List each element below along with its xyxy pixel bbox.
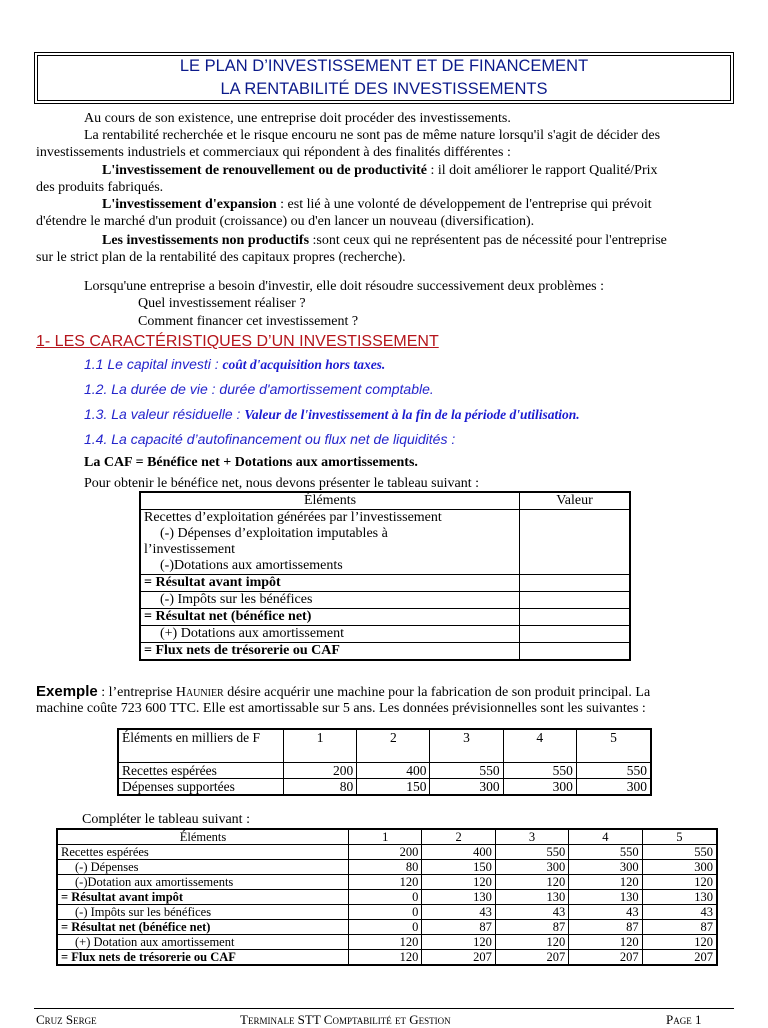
- table-row: [57, 920, 717, 935]
- table-header: 5: [576, 729, 651, 762]
- table-cell: [520, 643, 631, 661]
- exemple-line2: machine coûte 723 600 TTC. Elle est amortissable sur 5 ans. Les données prévisionnelles sont les suivantes :: [36, 701, 646, 716]
- table-cell: 43: [495, 905, 568, 920]
- table-cell: 120: [495, 875, 568, 890]
- pour-text: Pour obtenir le bénéfice net, nous devons présenter le tableau suivant :: [84, 476, 479, 491]
- table-row: [57, 950, 717, 966]
- table-cell: 400: [422, 845, 495, 860]
- table-cell: 300: [495, 860, 568, 875]
- table-cell: 130: [642, 890, 717, 905]
- table-cell: (-) Impôts sur les bénéfices: [140, 592, 520, 609]
- table-row: [57, 875, 717, 890]
- table-row: [57, 905, 717, 920]
- table-cell: 87: [495, 920, 568, 935]
- table-header: 5: [642, 829, 717, 845]
- caf-formula: La CAF = Bénéfice net + Dotations aux amortissements.: [84, 455, 418, 470]
- table-cell: 120: [422, 935, 495, 950]
- table-cell: 400: [357, 762, 430, 778]
- table-cell: 300: [430, 778, 503, 795]
- table-cell: (+) Dotations aux amortissement: [140, 626, 520, 643]
- question-1: Quel investissement réaliser ?: [138, 296, 306, 311]
- table-cell: (-) Impôts sur les bénéfices: [57, 905, 349, 920]
- page-title: LE PLAN D’INVESTISSEMENT ET DE FINANCEMENT: [179, 57, 589, 75]
- table-cell: 120: [422, 875, 495, 890]
- table-cell: = Flux nets de trésorerie ou CAF: [140, 643, 520, 661]
- table-header: 2: [357, 729, 430, 762]
- table-cell: 87: [642, 920, 717, 935]
- table-cell: 0: [349, 920, 422, 935]
- intro-p1: Au cours de son existence, une entreprise doit procéder des investissements.: [84, 111, 511, 126]
- table-cell: 200: [349, 845, 422, 860]
- sub-1-1: 1.1 Le capital investi : coût d'acquisition hors taxes.: [84, 356, 386, 372]
- table-header: 3: [495, 829, 568, 845]
- table-cell: 207: [422, 950, 495, 966]
- table-cell: 207: [569, 950, 642, 966]
- table-cell: 43: [569, 905, 642, 920]
- table-cell: 550: [569, 845, 642, 860]
- table-cell: 207: [642, 950, 717, 966]
- sub-1-2: 1.2. La durée de vie : durée d'amortissement comptable.: [84, 381, 434, 397]
- table-cell: 120: [642, 875, 717, 890]
- table-header: 4: [569, 829, 642, 845]
- table-header: Valeur: [520, 492, 631, 510]
- table-cell: [520, 575, 631, 592]
- section-heading: 1- LES CARACTÉRISTIQUES D’UN INVESTISSEMENT: [36, 333, 439, 350]
- table-cell: 130: [495, 890, 568, 905]
- table-cell: 550: [430, 762, 503, 778]
- answer-table: [56, 828, 718, 966]
- table-cell: = Flux nets de trésorerie ou CAF: [57, 950, 349, 966]
- table-cell: Recettes espérées: [118, 762, 284, 778]
- data-table: [117, 728, 652, 796]
- table-cell: 150: [422, 860, 495, 875]
- question-2: Comment financer cet investissement ?: [138, 314, 359, 329]
- table-cell: 550: [576, 762, 651, 778]
- table-cell: = Résultat avant impôt: [57, 890, 349, 905]
- title-box: [34, 52, 734, 104]
- table-cell: 120: [495, 935, 568, 950]
- table-cell: 120: [349, 950, 422, 966]
- sub-1-4: 1.4. La capacité d’autofinancement ou flux net de liquidités :: [84, 431, 456, 447]
- table-cell: 130: [569, 890, 642, 905]
- table-row: [57, 860, 717, 875]
- table-header: 1: [284, 729, 357, 762]
- table-header: 4: [503, 729, 576, 762]
- table-cell: = Résultat avant impôt: [140, 575, 520, 592]
- table-cell: (-)Dotation aux amortissements: [57, 875, 349, 890]
- table-cell: 550: [495, 845, 568, 860]
- table-cell: 300: [569, 860, 642, 875]
- page-subtitle: LA RENTABILITÉ DES INVESTISSEMENTS: [220, 80, 548, 98]
- footer-author: Cruz Serge: [36, 1012, 97, 1027]
- table-cell: 87: [422, 920, 495, 935]
- table-cell: 0: [349, 890, 422, 905]
- item-non-productifs-cont: sur le strict plan de la rentabilité des capitaux propres (recherche).: [36, 250, 406, 265]
- table-header: Éléments: [57, 829, 349, 845]
- table-header: 1: [349, 829, 422, 845]
- table-cell: [520, 609, 631, 626]
- table-cell: 120: [349, 875, 422, 890]
- table-header: Éléments: [140, 492, 520, 510]
- table-cell: 43: [422, 905, 495, 920]
- table-header: Éléments en milliers de F: [118, 729, 284, 762]
- table-cell: 130: [422, 890, 495, 905]
- footer-course: Terminale STT Comptabilité et Gestion: [240, 1012, 451, 1027]
- table-header: 2: [422, 829, 495, 845]
- exemple-line1: Exemple : l’entreprise Haunier désire acquérir une machine pour la fabrication de son produit principal. La: [36, 683, 651, 700]
- footer-rule: [34, 1008, 734, 1009]
- table-cell: = Résultat net (bénéfice net): [57, 920, 349, 935]
- table-cell: 120: [349, 935, 422, 950]
- item-expansion-cont: d'étendre le marché d'un produit (croissance) ou d'en lancer un nouveau (diversification).: [36, 214, 535, 229]
- table-cell: 550: [503, 762, 576, 778]
- intro-p2a: La rentabilité recherchée et le risque encouru ne sont pas de même nature lorsqu'il s'agit de décider des: [84, 128, 661, 143]
- table-row: [57, 845, 717, 860]
- table-cell: 207: [495, 950, 568, 966]
- table-cell: [520, 592, 631, 609]
- table-row: [57, 935, 717, 950]
- table-cell: 550: [642, 845, 717, 860]
- table-cell: 80: [284, 778, 357, 795]
- table-cell: Recettes d’exploitation générées par l’investissement (-) Dépenses d’exploitation imputables à l’investissement (-)Dotations aux amortissements: [140, 510, 520, 575]
- table-cell: 200: [284, 762, 357, 778]
- table-cell: 300: [642, 860, 717, 875]
- table-cell: Dépenses supportées: [118, 778, 284, 795]
- table-cell: [520, 510, 631, 575]
- table-cell: 120: [569, 875, 642, 890]
- sub-1-3: 1.3. La valeur résiduelle : Valeur de l'investissement à la fin de la période d'utilisation.: [84, 406, 580, 422]
- table-cell: 80: [349, 860, 422, 875]
- structure-table: [139, 491, 631, 661]
- table-cell: 150: [357, 778, 430, 795]
- table-header: 3: [430, 729, 503, 762]
- table-cell: = Résultat net (bénéfice net): [140, 609, 520, 626]
- table-cell: 300: [576, 778, 651, 795]
- table-cell: 120: [642, 935, 717, 950]
- item-non-productifs: Les investissements non productifs :sont ceux qui ne représentent pas de nécessité pour l'entreprise: [102, 233, 667, 248]
- table-cell: (-) Dépenses: [57, 860, 349, 875]
- table-cell: 87: [569, 920, 642, 935]
- item-renouvellement: L'investissement de renouvellement ou de productivité : il doit améliorer le rapport Qualité/Prix: [102, 163, 658, 178]
- table-cell: Recettes espérées: [57, 845, 349, 860]
- intro-p2b: investissements industriels et commerciaux qui répondent à des finalités différentes :: [36, 145, 511, 160]
- table-row: [57, 890, 717, 905]
- table-cell: 0: [349, 905, 422, 920]
- table-cell: 120: [569, 935, 642, 950]
- table-cell: 43: [642, 905, 717, 920]
- item-expansion: L'investissement d'expansion : est lié à une volonté de développement de l'entreprise qui prévoit: [102, 197, 652, 212]
- footer-page: Page 1: [666, 1012, 702, 1027]
- table-cell: (+) Dotation aux amortissement: [57, 935, 349, 950]
- item-renouvellement-cont: des produits fabriqués.: [36, 180, 164, 195]
- intro-p3: Lorsqu'une entreprise a besoin d'investir, elle doit résoudre successivement deux problèmes :: [84, 279, 605, 294]
- completer-text: Compléter le tableau suivant :: [82, 812, 250, 827]
- table-cell: [520, 626, 631, 643]
- table-cell: 300: [503, 778, 576, 795]
